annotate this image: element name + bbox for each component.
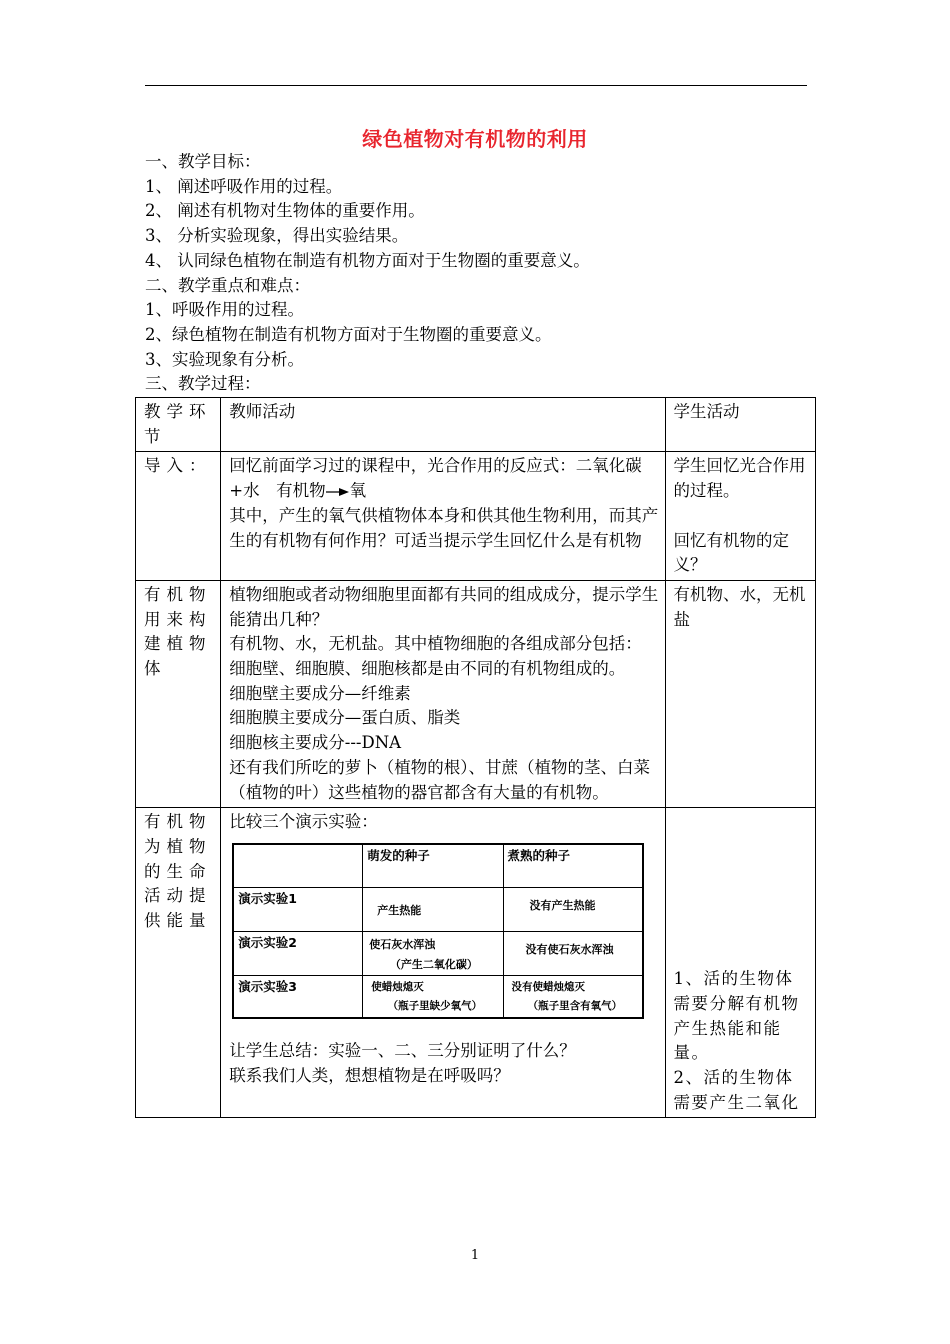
student-activity: 学生回忆光合作用的过程。: [673, 456, 806, 501]
goal-item: 2、 阐述有机物对生物体的重要作用。: [145, 201, 425, 221]
experiment-header-row: [233, 844, 643, 888]
teacher-cell: [221, 580, 665, 807]
table-row: [136, 808, 816, 1118]
experiment-corner: [233, 844, 363, 888]
sprouted-result: 产生热能: [363, 888, 503, 932]
boiled-result: 没有使石灰水浑浊: [503, 932, 643, 976]
student-cell: [665, 808, 815, 1118]
reaction-text: 回忆前面学习过的课程中，光合作用的反应式：二氧化碳+水 有机物: [229, 456, 642, 501]
focus-item: 1、呼吸作用的过程。: [145, 300, 304, 320]
stage-cell: 有机物用来构建植物体: [136, 580, 221, 807]
teacher-cell: [221, 452, 665, 581]
experiment-name: 演示实验1: [233, 888, 363, 932]
reaction-product: 氧: [349, 481, 367, 501]
teacher-paragraph: 细胞壁、细胞膜、细胞核都是由不同的有机物组成的。: [229, 659, 626, 679]
teacher-paragraph: 有机物、水，无机盐。其中植物细胞的各组成部分包括：: [229, 634, 642, 654]
page-number: 1: [470, 1248, 480, 1263]
experiment-intro: 比较三个演示实验：: [229, 812, 378, 832]
teacher-paragraph: 细胞壁主要成分—纤维素: [229, 683, 411, 703]
teacher-question: 联系我们人类，想想植物是在呼吸吗？: [229, 1065, 510, 1085]
teacher-paragraph: 还有我们所吃的萝卜（植物的根）、甘蔗（植物的茎、白菜（植物的叶）这些植物的器官都含有大量的有机物。: [229, 757, 650, 802]
sprouted-result: 使蜡烛熄灭 （瓶子里缺少氧气）: [363, 976, 503, 1018]
focus-item: 3、实验现象有分析。: [145, 349, 304, 369]
header-student: 学生活动: [665, 398, 815, 452]
table-row: [136, 580, 816, 807]
header-boiled: 煮熟的种子: [503, 844, 643, 888]
header-sprouted: 萌发的种子: [363, 844, 503, 888]
student-activity: 回忆有机物的定义？: [673, 530, 790, 575]
experiment-row: [233, 976, 643, 1018]
arrow-icon: [326, 487, 350, 497]
section-heading-goals: 一、教学目标：: [145, 152, 261, 171]
goal-item: 3、 分析实验现象，得出实验结果。: [145, 226, 409, 246]
header-rule: [145, 85, 807, 86]
teacher-paragraph: 细胞膜主要成分—蛋白质、脂类: [229, 708, 461, 728]
objectives-section: [145, 150, 825, 397]
teacher-question: 让学生总结：实验一、二、三分别证明了什么？: [229, 1040, 576, 1060]
table-header-row: [136, 398, 816, 452]
experiment-row: [233, 932, 643, 976]
teacher-question: 其中，产生的氧气供植物体本身和供其他生物利用，而其产生的有机物有何作用？可适当提示学生回忆什么是有机物: [229, 505, 659, 550]
section-heading-focus: 二、教学重点和难点：: [145, 275, 310, 295]
sprouted-result: 使石灰水浑浊 （产生二氧化碳）: [363, 932, 503, 976]
document-title: 绿色植物对有机物的利用: [362, 127, 588, 151]
student-cell: [665, 452, 815, 581]
goal-item: 4、 认同绿色植物在制造有机物方面对于生物圈的重要意义。: [145, 250, 590, 270]
student-conclusion: 1、活的生物体需要分解有机物产生热能和能量。: [673, 969, 800, 1063]
teacher-paragraph: 植物细胞或者动物细胞里面都有共同的组成成分，提示学生能猜出几种？: [229, 584, 659, 629]
boiled-result: 没有使蜡烛熄灭 （瓶子里含有氧气）: [503, 976, 643, 1018]
goal-item: 1、 阐述呼吸作用的过程。: [145, 176, 343, 196]
stage-cell: 导入：: [136, 452, 221, 581]
experiment-name: 演示实验2: [233, 932, 363, 976]
student-conclusion: 2、活的生物体需要产生二氧化: [673, 1068, 800, 1112]
experiment-name: 演示实验3: [233, 976, 363, 1018]
teacher-paragraph: 细胞核主要成分---DNA: [229, 733, 402, 753]
table-row: [136, 452, 816, 581]
section-heading-process: 三、教学过程：: [145, 374, 261, 394]
experiment-row: [233, 888, 643, 932]
process-table: [135, 397, 816, 1118]
student-cell: 有机物、水，无机盐: [665, 580, 815, 807]
header-stage: 教学环节: [136, 398, 221, 452]
focus-item: 2、绿色植物在制造有机物方面对于生物圈的重要意义。: [145, 324, 552, 344]
header-teacher: 教师活动: [221, 398, 665, 452]
boiled-result: 没有产生热能: [503, 888, 643, 932]
stage-cell: 有机物为植物的生命活动提供能量: [136, 808, 221, 1118]
experiment-table: [232, 843, 644, 1019]
teacher-cell: [221, 808, 665, 1118]
